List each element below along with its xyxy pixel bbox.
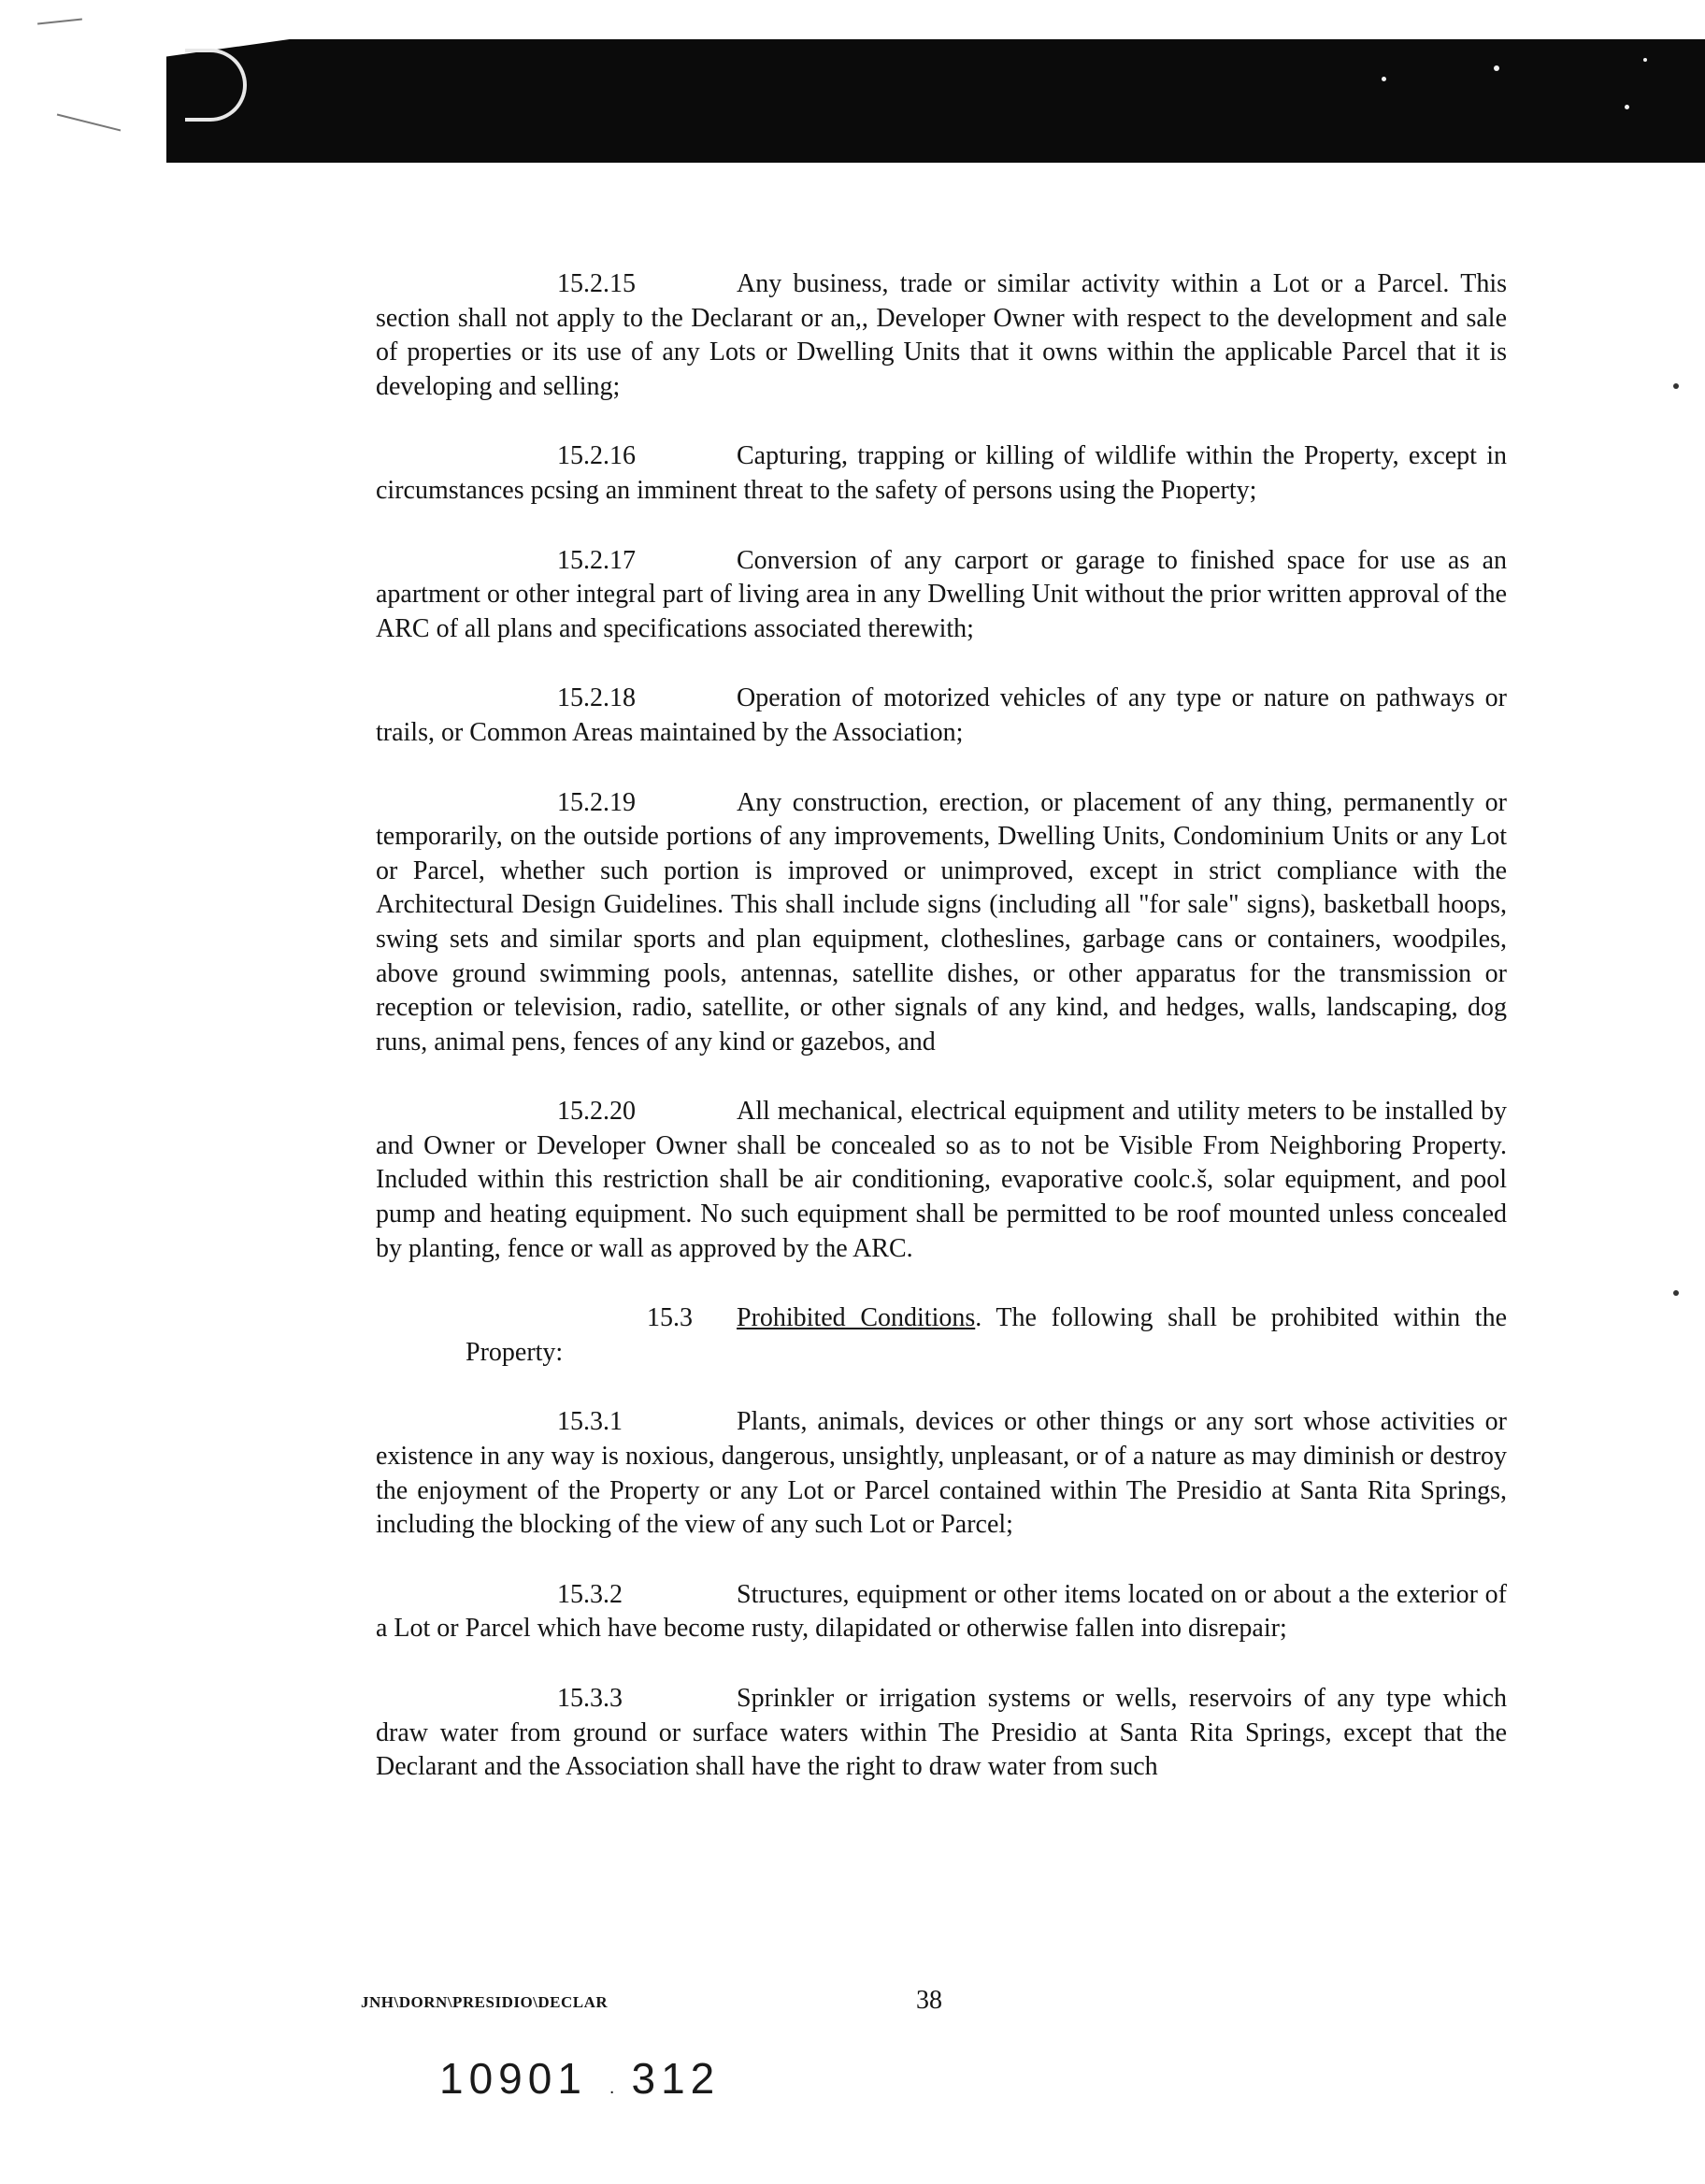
- section-15-2-17: [376, 544, 1507, 647]
- scan-speck: [1494, 65, 1499, 71]
- scan-dark-band: [166, 39, 1705, 163]
- section-text: Any construction, erection, or placement of any thing, permanently or temporarily, on the outside portions of any improvements, Dwelling Units, Condominium Units or any Lot or Parcel, whether such portion is improved or unimproved, except in strict compliance with the Architectural Design Guidelines. This shall include signs (including all "for sale" signs), basketball hoops, swing sets and similar sports and plan equipment, clotheslines, garbage cans or containers, woodpiles, above ground swimming pools, antennas, satellite dishes, or other apparatus for the transmission or reception or television, radio, satellite, or other signals of any kind, and hedges, walls, landscaping, dog runs, animal pens, fences of any kind or gazebos, and: [376, 787, 1507, 1056]
- section-number: 15.2.20: [557, 1097, 636, 1127]
- section-text: Plants, animals, devices or other things or any sort whose activities or existence in any way is noxious, dangerous, unsightly, unpleasant, or of a nature as may diminish or destroy the enjoyment of the Property or any Lot or Parcel contained within The Presidio at Santa Rita Springs, including the blocking of the view of any such Lot or Parcel;: [376, 1407, 1507, 1540]
- section-number: 15.3.1: [557, 1407, 623, 1437]
- document-body: [376, 267, 1507, 1785]
- margin-mark: [1673, 383, 1679, 389]
- section-15-2-16: [376, 439, 1507, 508]
- section-15-2-19: [376, 786, 1507, 1060]
- page-number: 38: [916, 1986, 942, 2015]
- section-text: Structures, equipment or other items located on or about a the exterior of a Lot or Parcel which have become rusty, dilapidated or otherwise fallen into disrepair;: [376, 1579, 1507, 1644]
- scan-scratch: [37, 18, 82, 24]
- stamp-page-number: 312: [631, 2054, 721, 2103]
- section-number: 15.2.16: [557, 441, 636, 471]
- section-number: 15.3.3: [557, 1684, 623, 1713]
- section-15-3-3: [376, 1682, 1507, 1785]
- section-number: 15.3.2: [557, 1579, 623, 1609]
- section-15-3-1: [376, 1405, 1507, 1542]
- section-number: 15.2.18: [557, 683, 636, 713]
- section-text: All mechanical, electrical equipment and utility meters to be installed by and Owner or Developer Owner shall be concealed so as to not be Visible From Neighboring Property. Included within this restriction shall be air conditioning, evaporative coolc.š, solar equipment, and pool pump and heating equipment. No such equipment shall be permitted to be roof mounted unless concealed by planting, fence or wall as approved by the ARC.: [376, 1097, 1507, 1263]
- scan-scratch: [57, 114, 121, 132]
- section-text: Capturing, trapping or killing of wildlife within the Property, except in circumstances pcsing an imminent threat to the safety of persons using the Pıoperty;: [376, 441, 1507, 505]
- section-text: Conversion of any carport or garage to finished space for use as an apartment or other integral part of living area in any Dwelling Unit without the prior written approval of the ARC of all plans and specifications associated therewith;: [376, 545, 1507, 643]
- section-15-3-heading: [376, 1301, 1507, 1370]
- section-text: Operation of motorized vehicles of any type or nature on pathways or trails, or Common Areas maintained by the Association;: [376, 683, 1507, 747]
- section-number: 15.2.17: [557, 545, 636, 575]
- section-text: . The following shall be prohibited within the Property:: [466, 1303, 1507, 1367]
- stamp-separator: .: [609, 2077, 615, 2098]
- section-number: 15.2.19: [557, 787, 636, 817]
- margin-mark: [1673, 1290, 1679, 1296]
- section-15-2-15: [376, 267, 1507, 404]
- section-text: Any business, trade or similar activity within a Lot or a Parcel. This section shall not apply to the Declarant or an,, Developer Owner with respect to the development and sale of properties or its use of any Lots or Dwelling Units that it owns within the applicable Parcel that it is developing and selling;: [376, 269, 1507, 401]
- footer-file-path: JNH\DORN\PRESIDIO\DECLAR: [361, 1993, 609, 2011]
- section-number: 15.2.15: [557, 269, 636, 298]
- section-number: 15.3: [647, 1303, 693, 1333]
- stamp-book-number: 10901: [439, 2054, 587, 2103]
- section-15-2-18: [376, 682, 1507, 750]
- scan-speck: [1382, 77, 1386, 81]
- recording-stamp: [439, 2053, 720, 2104]
- section-title: Prohibited Conditions: [737, 1303, 976, 1333]
- section-text: Sprinkler or irrigation systems or wells, reservoirs of any type which draw water from ground or surface waters within The Presidio at Santa Rita Springs, except that the Declarant and the Association shall have the right to draw water from such: [376, 1684, 1507, 1782]
- section-15-3-2: [376, 1578, 1507, 1646]
- section-15-2-20: [376, 1095, 1507, 1266]
- scan-speck: [1625, 105, 1629, 109]
- scan-speck: [1643, 58, 1647, 62]
